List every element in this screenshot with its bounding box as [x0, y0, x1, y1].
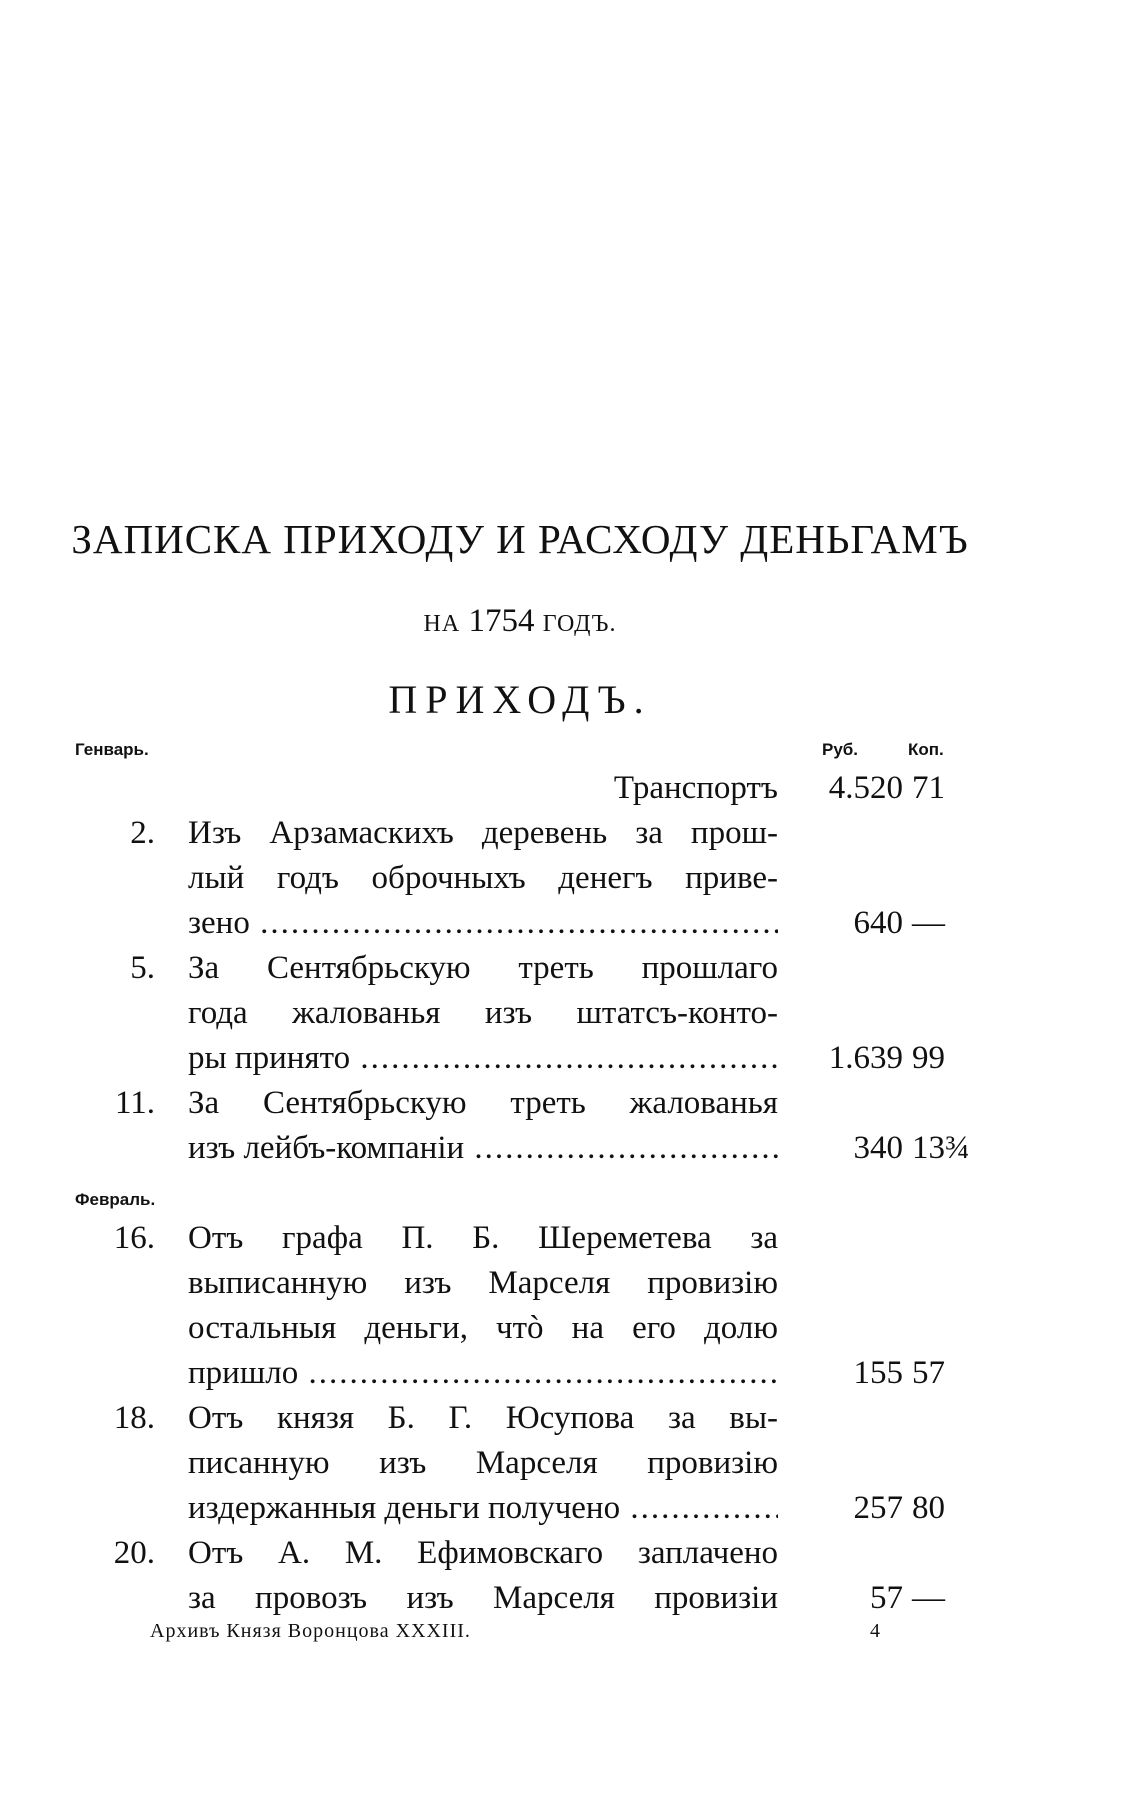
entry-day: 2.	[130, 815, 155, 851]
page-footer	[150, 1620, 970, 1650]
entry-rub: 257	[853, 1490, 903, 1526]
document-title: ЗАПИСКА ПРИХОДУ И РАСХОДУ ДЕНЬГАМЪ	[71, 516, 969, 562]
ledger-row	[0, 1445, 1140, 1489]
entry-text: писанную изъ Марселя провизію	[188, 1445, 778, 1481]
ledger-row	[0, 1220, 1140, 1264]
entry-kop: 57	[912, 1355, 945, 1391]
ledger-row	[0, 1400, 1140, 1444]
entry-text: За Сентябрьскую треть прошлаго	[188, 950, 778, 986]
ledger-row	[0, 1355, 1140, 1399]
rub-column-header: Руб.	[822, 740, 859, 759]
entry-kop: 71	[912, 770, 945, 806]
entry-kop: —	[912, 905, 945, 941]
ledger-row	[0, 995, 1140, 1039]
ledger-row	[0, 860, 1140, 904]
entry-rub: 640	[853, 905, 903, 941]
entry-text: года жалованья изъ штатсъ-конто-	[188, 995, 778, 1031]
document-subtitle	[0, 603, 1090, 640]
entry-text: Изъ Арзамаскихъ деревень за прош-	[188, 815, 778, 851]
entry-text: Транспортъ	[613, 770, 778, 806]
entry-text: изъ лейбъ-компаніи .....	[188, 1130, 778, 1167]
entry-day: 20.	[113, 1535, 155, 1571]
section-heading: ПРИХОДЪ.	[388, 677, 652, 722]
entry-day: 5.	[130, 950, 155, 986]
ledger-row	[0, 770, 1140, 814]
entry-day: 18.	[113, 1400, 155, 1436]
entry-rub: 1.639	[828, 1040, 903, 1076]
entry-text: лый годъ оброчныхъ денегъ приве-	[188, 860, 778, 896]
entry-kop: —	[912, 1580, 945, 1616]
ledger-row	[0, 1265, 1140, 1309]
entry-text: пришло .....	[188, 1355, 778, 1392]
footer-source: Архивъ Князя Воронцова XXXIII.	[150, 1620, 471, 1642]
entry-text: За Сентябрьскую треть жалованья	[188, 1085, 778, 1121]
ledger-row	[0, 1490, 1140, 1534]
entry-text: Отъ графа П. Б. Шереметева за	[188, 1220, 778, 1256]
entry-text: остальныя деньги, чтò на его долю	[188, 1310, 778, 1346]
subtitle-suffix: ГОДЪ.	[542, 611, 617, 637]
entry-rub: 155	[853, 1355, 903, 1391]
entry-day: 11.	[114, 1085, 155, 1121]
month-january-label: Генварь.	[75, 740, 149, 759]
entry-text: Отъ князя Б. Г. Юсупова за вы-	[188, 1400, 778, 1436]
entry-text: выписанную изъ Марселя провизію	[188, 1265, 778, 1301]
ledger-row	[0, 1040, 1140, 1084]
entry-kop: 99	[912, 1040, 945, 1076]
entry-kop: 80	[912, 1490, 945, 1526]
entry-text: зено .....	[188, 905, 778, 942]
subtitle-year: 1754	[468, 603, 535, 639]
ledger-row	[0, 815, 1140, 859]
ledger-row	[0, 1580, 1140, 1624]
entry-kop: 13¾	[912, 1130, 970, 1166]
entry-text: Отъ А. М. Ефимовскаго заплачено	[188, 1535, 778, 1571]
entry-rub: 4.520	[828, 770, 903, 806]
entry-rub: 57	[870, 1580, 903, 1616]
ledger-row	[0, 1085, 1140, 1129]
ledger-row	[0, 1535, 1140, 1579]
entry-rub: 340	[853, 1130, 903, 1166]
subtitle-prefix: НА	[423, 611, 461, 637]
ledger-row	[0, 1310, 1140, 1354]
entry-text: за провозъ изъ Марселя провизіи	[188, 1580, 778, 1616]
entry-text: ры принято .....	[188, 1040, 778, 1077]
entry-day: 16.	[113, 1220, 155, 1256]
ledger-row	[0, 1130, 1140, 1174]
kop-column-header: Коп.	[908, 740, 944, 759]
month-february-label: Февраль.	[75, 1190, 156, 1209]
ledger-row	[0, 905, 1140, 949]
ledger-row	[0, 950, 1140, 994]
entry-text: издержанныя деньги получено .....	[188, 1490, 778, 1527]
signature-mark: 4	[870, 1620, 880, 1642]
